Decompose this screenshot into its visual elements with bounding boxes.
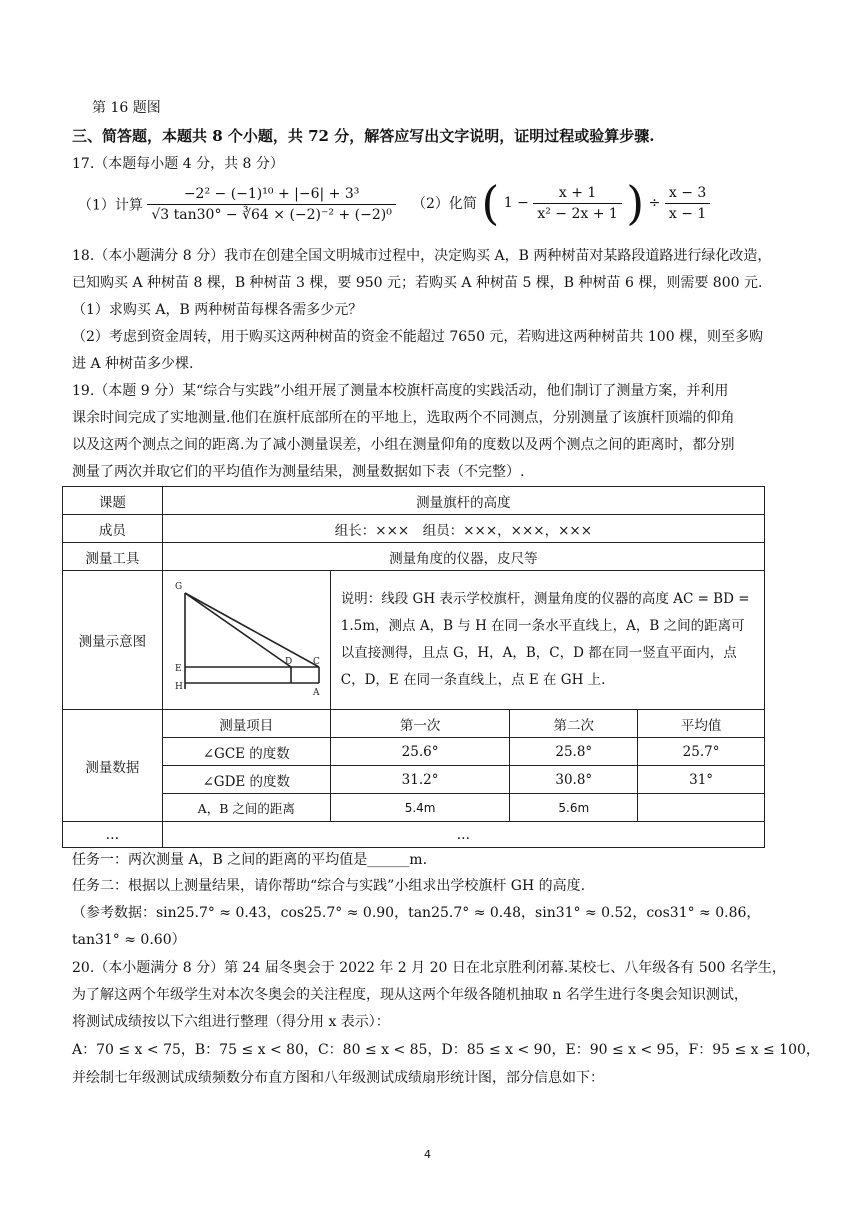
- row-diagram-label: 测量示意图: [63, 571, 163, 710]
- q17-p2-div: ÷: [648, 195, 661, 211]
- q20-line1: 20.（本小题满分 8 分）第 24 届冬奥会于 2022 年 2 月 20 日在北京胜利闭幕.某校七、八年级各有 500 名学生，: [72, 960, 786, 976]
- q17-part1: [78, 186, 396, 223]
- q20-line3: 将测试成绩按以下六组进行整理（得分用 x 表示）：: [72, 1014, 390, 1030]
- flagpole-diagram: [163, 571, 329, 705]
- cell-r1-second: 25.8°: [510, 738, 638, 766]
- q17-p1-fraction: [147, 186, 395, 223]
- q17-p2-lead: 1 −: [503, 195, 529, 211]
- q20-line4: A：70 ≤ x < 75，B：75 ≤ x < 80，C：80 ≤ x < 85，D：85 ≤ x < 90，E：90 ≤ x < 95，F：95 ≤ x ≤ 100，: [72, 1042, 820, 1058]
- q17-p2-num: x − 3: [665, 185, 710, 204]
- q18-line5: 进 A 种树苗多少棵.: [72, 356, 194, 372]
- q17-p2-label: （2）化简: [412, 196, 477, 212]
- row-data-label: 测量数据: [63, 710, 163, 822]
- cell-r3-second: 5.6m: [510, 794, 638, 822]
- last-row-right: …: [162, 822, 764, 848]
- cell-r2-second: 30.8°: [510, 766, 638, 794]
- q17-p2-inner-fraction: [533, 185, 621, 222]
- label-a: A: [313, 688, 320, 698]
- reference-data-2: tan31° ≈ 0.60）: [72, 932, 186, 948]
- header-item: 测量项目: [162, 710, 330, 738]
- q17-p1-numerator: −2² − (−1)¹⁰ + |−6| + 3³: [147, 186, 395, 205]
- header-average: 平均值: [638, 710, 765, 738]
- cell-r1-average: 25.7°: [638, 738, 765, 766]
- cell-r2-first: 31.2°: [330, 766, 510, 794]
- q17-heading: 17.（本题每小题 4 分，共 8 分）: [72, 156, 284, 172]
- q17-p2-inner-num: x + 1: [533, 185, 621, 204]
- label-c: C: [313, 657, 321, 667]
- page-number: 4: [424, 1148, 431, 1161]
- q17-p1-label: （1）计算: [78, 197, 143, 214]
- q19-line3: 以及这两个测点之间的距离.为了减小测量误差，小组在测量仰角的度数以及两个测点之间的距离时，都分别: [72, 437, 735, 453]
- label-e: E: [175, 664, 182, 674]
- measurement-table: [62, 486, 765, 848]
- cell-r3-item: A，B 之间的距离: [162, 794, 330, 822]
- figure-caption: 第 16 题图: [92, 100, 161, 116]
- header-second: 第二次: [510, 710, 638, 738]
- task-1: 任务一：两次测量 A，B 之间的距离的平均值是______m.: [72, 852, 428, 868]
- left-paren: (: [481, 176, 500, 230]
- sightline-c: [185, 593, 319, 667]
- q17-p2-den: x − 1: [668, 205, 707, 222]
- q18-line1: 18.（本小题满分 8 分）我市在创建全国文明城市过程中，决定购买 A，B 两种树苗对某路段道路进行绿化改造，: [72, 248, 772, 264]
- q19-line2: 课余时间完成了实地测量.他们在旗杆底部所在的平地上，选取两个不同测点，分别测量了该旗杆顶端的仰角: [72, 410, 735, 426]
- q19-line4: 测量了两次并取它们的平均值作为测量结果，测量数据如下表（不完整）.: [72, 464, 525, 480]
- label-g: G: [175, 582, 183, 592]
- reference-data-1: （参考数据：sin25.7° ≈ 0.43，cos25.7° ≈ 0.90，tan25.7° ≈ 0.48，sin31° ≈ 0.52，cos31° ≈ 0.86，: [72, 905, 761, 921]
- task-2: 任务二：根据以上测量结果，请你帮助“综合与实践”小组求出学校旗杆 GH 的高度.: [72, 878, 586, 894]
- label-h: H: [175, 682, 184, 692]
- q17-p1-denominator: √3 tan30° − ∛64 × (−2)⁻² + (−2)⁰: [151, 207, 392, 223]
- row-topic-value: 测量旗杆的高度: [162, 487, 764, 515]
- diagram-cell: [162, 571, 330, 710]
- cell-r3-first: 5.4m: [330, 794, 510, 822]
- q19-line1: 19.（本题 9 分）某“综合与实践”小组开展了测量本校旗杆高度的实践活动，他们制订了测量方案，并利用: [72, 383, 729, 399]
- q18-line3: （1）求购买 A，B 两种树苗每棵各需多少元？: [72, 302, 363, 318]
- last-row-left: …: [63, 822, 163, 848]
- q17-p2-fraction: [665, 185, 710, 222]
- cell-r3-average: [638, 794, 765, 822]
- q18-line4: （2）考虑到资金周转，用于购买这两种树苗的资金不能超过 7650 元，若购进这两种树苗共 100 棵，则至多购: [72, 329, 764, 345]
- row-tools-value: 测量角度的仪器，皮尺等: [162, 543, 764, 571]
- header-first: 第一次: [330, 710, 510, 738]
- sightline-d: [185, 593, 291, 667]
- label-d: D: [285, 657, 293, 667]
- row-tools-label: 测量工具: [63, 543, 163, 571]
- section-heading: 三、简答题，本题共 8 个小题，共 72 分，解答应写出文字说明，证明过程或验算步骤.: [72, 127, 655, 145]
- q20-line2: 为了解这两个年级学生对本次冬奥会的关注程度，现从这两个年级各随机抽取 n 名学生进行冬奥会知识测试，: [72, 987, 748, 1003]
- cell-r2-average: 31°: [638, 766, 765, 794]
- row-members-label: 成员: [63, 515, 163, 543]
- q17-part2: [412, 176, 710, 230]
- cell-r1-first: 25.6°: [330, 738, 510, 766]
- q17-p2-inner-den: x² − 2x + 1: [537, 205, 618, 222]
- diagram-note: 说明：线段 GH 表示学校旗杆，测量角度的仪器的高度 AC = BD = 1.5m，测点 A，B 与 H 在同一条水平直线上，A，B 之间的距离可以直接测得，且点 G，H，A，B，C，D 都在同一竖直平面内，点 C，D，E 在同一条直线上，点 E 在 GH 上.: [330, 571, 764, 710]
- row-topic-label: 课题: [63, 487, 163, 515]
- right-paren: ): [626, 176, 645, 230]
- q18-line2: 已知购买 A 种树苗 8 棵，B 种树苗 3 棵，要 950 元；若购买 A 种树苗 5 棵，B 种树苗 6 棵，则需要 800 元.: [72, 275, 763, 291]
- q20-line5: 并绘制七年级测试成绩频数分布直方图和八年级测试成绩扇形统计图，部分信息如下：: [72, 1070, 604, 1086]
- row-members-value: 组长：××× 组员：×××，×××，×××: [162, 515, 764, 543]
- cell-r2-item: ∠GDE 的度数: [162, 766, 330, 794]
- cell-r1-item: ∠GCE 的度数: [162, 738, 330, 766]
